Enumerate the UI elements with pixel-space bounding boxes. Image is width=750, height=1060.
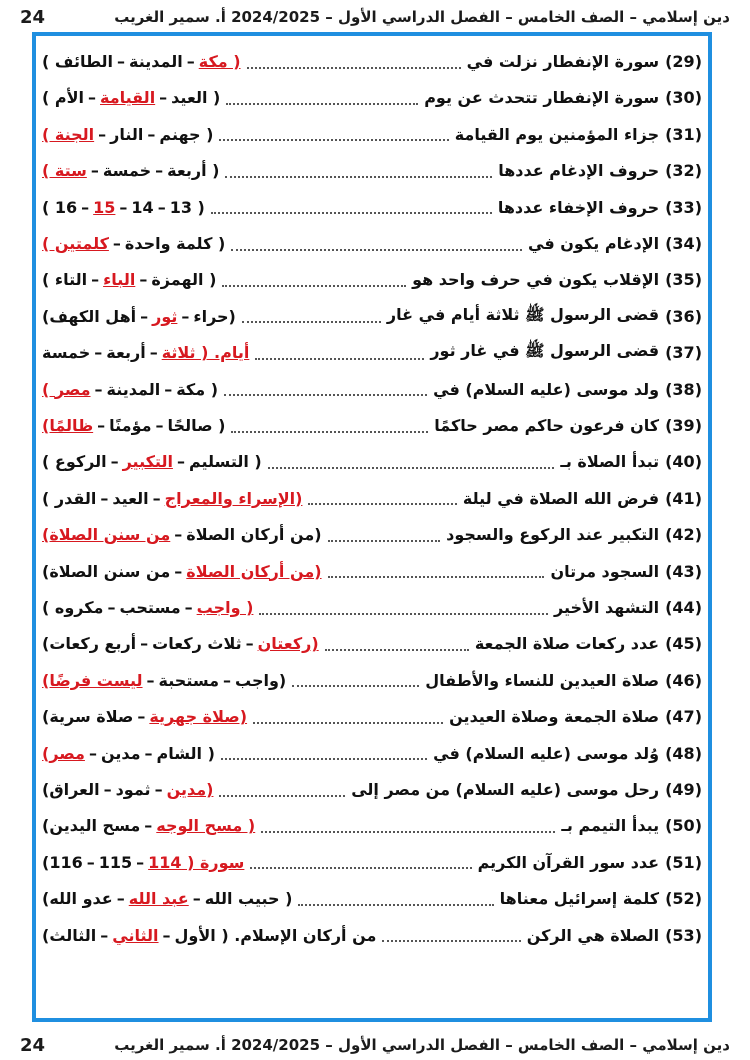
correct-answer: (من أركان الصلاة xyxy=(186,561,322,581)
answer-blank xyxy=(292,673,419,687)
question-number: (41) xyxy=(665,488,702,508)
option-separator: – xyxy=(88,88,97,108)
question-number: (39) xyxy=(665,416,702,435)
answer-option: الركوع ) xyxy=(42,452,107,472)
answer-option: ( جهنم xyxy=(159,124,214,144)
option-separator: – xyxy=(155,161,164,181)
answer-option: مستحب xyxy=(119,598,181,617)
question-number: (53) xyxy=(665,925,702,945)
question-text: سورة الإنفطار نزلت في xyxy=(466,52,660,71)
answer-option: أهل الكهف) xyxy=(42,306,137,326)
answer-options xyxy=(42,88,220,107)
answer-option: ( حبيب الله xyxy=(204,889,293,909)
question-text: قضى الرسول ﷺ في غار ثور xyxy=(430,341,660,361)
correct-answer: (ركعتان xyxy=(257,634,319,654)
option-separator: – xyxy=(164,379,173,399)
question-number: (50) xyxy=(665,816,702,836)
answer-option: من سنن الصلاة) xyxy=(42,561,171,581)
answer-option: المدينة xyxy=(129,52,183,71)
answer-blank xyxy=(255,346,424,360)
option-separator: – xyxy=(223,670,232,690)
question-row xyxy=(42,444,702,479)
answer-options xyxy=(42,234,225,253)
question-row xyxy=(42,699,702,734)
question-text: كان فرعون حاكم مصر حاكمًا xyxy=(434,416,660,435)
correct-answer: التكبير xyxy=(122,452,173,472)
answer-option: أربع ركعات) xyxy=(42,634,137,654)
option-separator: – xyxy=(162,925,171,945)
correct-answer: كلمتين ) xyxy=(42,234,109,253)
option-separator: – xyxy=(94,343,103,363)
option-separator: – xyxy=(186,52,195,71)
answer-option: ( مكة xyxy=(176,379,219,399)
question-number: (38) xyxy=(665,379,702,399)
option-separator: – xyxy=(100,925,109,945)
page-header xyxy=(20,2,730,32)
answer-blank xyxy=(211,200,492,214)
option-separator: – xyxy=(157,197,166,217)
question-text: سورة الإنفطار تتحدث عن يوم xyxy=(424,88,660,108)
question-text: الإدغام يكون في xyxy=(528,234,660,253)
answer-options xyxy=(42,707,247,726)
worksheet-frame xyxy=(32,32,712,1022)
question-row xyxy=(42,153,702,188)
page-number: 24 xyxy=(20,6,46,28)
option-separator: – xyxy=(110,452,119,472)
question-row xyxy=(42,663,702,698)
answer-option: ( صالحًا xyxy=(167,416,226,435)
question-row xyxy=(42,918,702,953)
question-text: عدد سور القرآن الكريم xyxy=(477,852,660,872)
option-separator: – xyxy=(184,598,193,617)
option-separator: – xyxy=(146,670,155,690)
question-text: الإقلاب يكون في حرف واحد هو xyxy=(412,270,660,290)
option-separator: – xyxy=(88,743,97,763)
answer-options xyxy=(42,525,322,544)
question-number: (44) xyxy=(665,598,702,617)
answer-options xyxy=(42,452,262,471)
answer-blank xyxy=(222,273,406,287)
option-separator: – xyxy=(116,889,125,909)
question-text: تبدأ الصلاة بـ xyxy=(560,452,660,472)
answer-options xyxy=(42,161,219,180)
question-row xyxy=(42,772,702,807)
question-number: (49) xyxy=(665,780,702,799)
question-number: (42) xyxy=(665,525,702,545)
answer-option: العيد xyxy=(112,488,149,508)
correct-answer: ( واجب xyxy=(196,598,254,617)
question-row xyxy=(42,881,702,916)
question-number: (33) xyxy=(665,197,702,217)
question-number: (37) xyxy=(665,343,702,363)
correct-answer: ستة ) xyxy=(42,161,87,181)
option-separator: – xyxy=(245,634,254,654)
question-number: (29) xyxy=(665,52,702,71)
option-separator: – xyxy=(144,743,153,763)
correct-answer: الثاني xyxy=(112,925,159,945)
answer-option: مسح اليدين) xyxy=(42,816,141,836)
answer-blank xyxy=(308,491,456,505)
correct-answer: عبد الله xyxy=(128,889,189,909)
option-separator: – xyxy=(86,852,95,872)
option-separator: – xyxy=(117,52,126,71)
question-number: (32) xyxy=(665,161,702,181)
answer-blank xyxy=(231,419,428,433)
option-separator: – xyxy=(100,488,109,508)
correct-answer: الجنة ) xyxy=(42,124,95,144)
question-row xyxy=(42,299,702,334)
option-separator: – xyxy=(136,852,145,872)
correct-answer: 15 xyxy=(93,197,116,217)
option-separator: – xyxy=(140,306,149,326)
answer-options xyxy=(42,52,241,71)
answer-option: ( العيد xyxy=(171,88,221,108)
answer-blank xyxy=(250,855,471,869)
answer-blank xyxy=(219,783,345,797)
option-separator: – xyxy=(119,197,128,217)
correct-answer: أيام. ( ثلاثة xyxy=(161,343,250,363)
answer-blank xyxy=(259,601,548,615)
answer-blank xyxy=(382,928,520,942)
answer-option: الأم ) xyxy=(42,88,85,108)
correct-answer: (صلاة جهرية xyxy=(149,707,248,727)
question-text: فرض الله الصلاة في ليلة xyxy=(462,488,660,508)
answer-options xyxy=(42,307,236,326)
answer-option: خمسة xyxy=(102,161,152,181)
correct-answer: مصر) xyxy=(42,743,85,763)
correct-answer: القيامة xyxy=(100,88,156,108)
answer-option: التاء ) xyxy=(42,270,88,290)
answer-blank xyxy=(224,382,427,396)
correct-answer: مصر ) xyxy=(42,379,91,399)
question-row xyxy=(42,626,702,661)
question-row xyxy=(42,736,702,771)
footer-page-number: 24 xyxy=(20,1034,46,1056)
question-row xyxy=(42,262,702,297)
answer-options xyxy=(42,671,286,690)
question-number: (30) xyxy=(665,88,702,108)
answer-option: الثالث) xyxy=(42,925,97,945)
answer-options xyxy=(42,598,253,617)
question-text: وُلد موسى (عليه السلام) في xyxy=(433,743,660,763)
answer-options xyxy=(42,853,244,872)
option-separator: – xyxy=(98,124,107,144)
answer-blank xyxy=(247,55,461,69)
question-number: (45) xyxy=(665,634,702,654)
answer-blank xyxy=(242,309,381,323)
correct-answer: ( مكة xyxy=(198,52,241,71)
answer-blank xyxy=(226,91,418,105)
answer-blank xyxy=(325,637,469,651)
header-title: دين إسلامي – الصف الخامس – الفصل الدراسي الأول – 2024/2025 أ. سمير الغريب xyxy=(114,8,730,26)
question-row xyxy=(42,117,702,152)
correct-answer: (الإسراء والمعراج xyxy=(164,488,303,508)
answer-option: ( كلمة واحدة xyxy=(124,234,226,253)
answer-option: مدين xyxy=(100,743,141,763)
answer-blank xyxy=(328,528,441,542)
question-text: التكبير عند الركوع والسجود xyxy=(446,525,660,545)
question-text: ولد موسى (عليه السلام) في xyxy=(433,379,660,399)
correct-answer: (مدين xyxy=(166,780,214,799)
answer-blank xyxy=(225,164,492,178)
answer-option: (حراء xyxy=(193,306,236,326)
answer-options xyxy=(42,125,213,144)
page-footer xyxy=(20,1030,730,1060)
answer-option: مكروه ) xyxy=(42,598,104,617)
question-number: (48) xyxy=(665,743,702,763)
answer-option: مستحبة xyxy=(158,670,220,690)
question-number: (46) xyxy=(665,670,702,690)
option-separator: – xyxy=(154,780,163,799)
option-separator: – xyxy=(91,270,100,290)
answer-blank xyxy=(253,710,443,724)
question-text: حروف الإخفاء عددها xyxy=(497,197,660,217)
option-separator: – xyxy=(140,634,149,654)
answer-option: عدو الله) xyxy=(42,889,113,909)
answer-options xyxy=(42,380,218,399)
answer-options xyxy=(42,343,249,362)
option-separator: – xyxy=(176,452,185,472)
question-text: حروف الإدغام عددها xyxy=(498,161,660,181)
option-separator: – xyxy=(81,197,90,217)
answer-blank xyxy=(219,127,448,141)
answer-option: (من أركان الصلاة xyxy=(186,525,322,545)
question-row xyxy=(42,590,702,625)
answer-option: ( الشام xyxy=(156,743,215,763)
question-number: (31) xyxy=(665,124,702,144)
option-separator: – xyxy=(144,816,153,836)
question-row xyxy=(42,44,702,79)
answer-blank xyxy=(221,746,427,760)
answer-options xyxy=(42,744,215,763)
option-separator: – xyxy=(90,161,99,181)
answer-option: صلاة سرية) xyxy=(42,707,134,727)
footer-title: دين إسلامي – الصف الخامس – الفصل الدراسي الأول – 2024/2025 أ. سمير الغريب xyxy=(114,1036,730,1054)
question-number: (34) xyxy=(665,234,702,253)
correct-answer: سورة ( 114 xyxy=(148,852,245,872)
answer-option: ( الهمزة xyxy=(151,270,217,290)
answer-blank xyxy=(261,819,555,833)
correct-answer: ثور xyxy=(152,306,178,326)
answer-option: النار xyxy=(110,124,144,144)
question-text: قضى الرسول ﷺ ثلاثة أيام في غار xyxy=(386,304,660,324)
question-row xyxy=(42,554,702,589)
question-text: كلمة إسرائيل معناها xyxy=(499,889,660,909)
option-separator: – xyxy=(97,416,106,435)
answer-options xyxy=(42,816,255,835)
option-separator: – xyxy=(149,343,158,363)
question-text: رحل موسى (عليه السلام) من مصر إلى xyxy=(351,780,660,799)
option-separator: – xyxy=(94,379,103,399)
answer-options xyxy=(42,562,322,581)
question-row xyxy=(42,335,702,370)
answer-option: 16 ) xyxy=(42,197,78,217)
question-row xyxy=(42,190,702,225)
question-row xyxy=(42,517,702,552)
option-separator: – xyxy=(174,561,183,581)
correct-answer: ظالمًا) xyxy=(42,416,94,435)
option-separator: – xyxy=(155,416,164,435)
option-separator: – xyxy=(181,306,190,326)
answer-blank xyxy=(231,237,522,251)
answer-blank xyxy=(328,564,545,578)
question-number: (36) xyxy=(665,306,702,326)
question-row xyxy=(42,80,702,115)
answer-options xyxy=(42,780,213,799)
answer-option: 115 xyxy=(98,852,133,872)
question-number: (35) xyxy=(665,270,702,290)
correct-answer: الباء xyxy=(103,270,136,290)
answer-options xyxy=(42,198,205,217)
option-separator: – xyxy=(107,598,116,617)
correct-answer: من سنن الصلاة) xyxy=(42,525,171,545)
answer-option: من أركان الإسلام. ( الأول xyxy=(174,925,377,945)
answer-options xyxy=(42,634,319,653)
question-number: (51) xyxy=(665,852,702,872)
option-separator: – xyxy=(174,525,183,545)
question-row xyxy=(42,808,702,843)
option-separator: – xyxy=(192,889,201,909)
answer-option: ( التسليم xyxy=(188,452,262,472)
question-text: جزاء المؤمنين يوم القيامة xyxy=(454,124,660,144)
answer-option: ثلاث ركعات xyxy=(152,634,242,654)
question-text: السجود مرتان xyxy=(550,561,660,581)
answer-option: 116) xyxy=(42,852,83,872)
option-separator: – xyxy=(112,234,121,253)
question-list xyxy=(36,36,708,1018)
question-row xyxy=(42,226,702,261)
option-separator: – xyxy=(159,88,168,108)
answer-options xyxy=(42,926,376,945)
question-number: (47) xyxy=(665,707,702,727)
question-number: (52) xyxy=(665,889,702,909)
answer-options xyxy=(42,889,292,908)
answer-options xyxy=(42,270,216,289)
answer-option: ( 13 xyxy=(169,197,205,217)
answer-blank xyxy=(298,892,493,906)
answer-options xyxy=(42,416,225,435)
question-text: الصلاة هي الركن xyxy=(526,925,660,945)
question-number: (43) xyxy=(665,561,702,581)
question-number: (40) xyxy=(665,452,702,472)
answer-option: (واجب xyxy=(235,670,287,690)
answer-option: 14 xyxy=(131,197,154,217)
answer-option: خمسة xyxy=(42,343,91,363)
correct-answer: ( مسح الوجه xyxy=(156,816,256,836)
option-separator: – xyxy=(152,488,161,508)
answer-option: ثمود xyxy=(115,780,151,799)
question-row xyxy=(42,481,702,516)
answer-option: العراق) xyxy=(42,780,100,799)
question-text: يبدأ التيمم بـ xyxy=(561,816,660,836)
option-separator: – xyxy=(137,707,146,727)
question-row xyxy=(42,408,702,443)
correct-answer: ليست فرضًا) xyxy=(42,670,143,690)
question-text: عدد ركعات صلاة الجمعة xyxy=(474,634,660,654)
answer-options xyxy=(42,489,302,508)
question-row xyxy=(42,372,702,407)
question-text: صلاة الجمعة وصلاة العيدين xyxy=(449,707,660,727)
answer-option: القدر ) xyxy=(42,488,97,508)
question-text: التشهد الأخير xyxy=(554,598,660,617)
answer-option: الطائف ) xyxy=(42,52,114,71)
question-text: صلاة العيدين للنساء والأطفال xyxy=(425,670,660,690)
answer-option: أربعة xyxy=(106,343,146,363)
answer-blank xyxy=(268,455,555,469)
option-separator: – xyxy=(103,780,112,799)
answer-option: ( أربعة xyxy=(167,161,220,181)
option-separator: – xyxy=(139,270,148,290)
answer-option: المدينة xyxy=(106,379,161,399)
question-row xyxy=(42,845,702,880)
option-separator: – xyxy=(147,124,156,144)
answer-option: مؤمنًا xyxy=(109,416,152,435)
